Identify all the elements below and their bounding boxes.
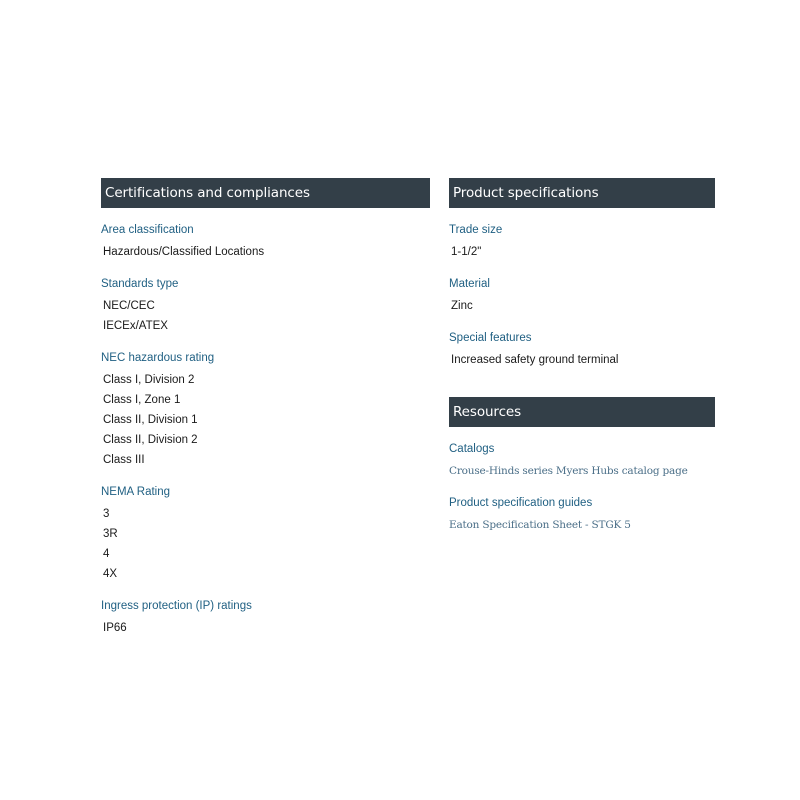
catalog-page-link[interactable]: Crouse-Hinds series Myers Hubs catalog page [449, 465, 688, 477]
nema-rating-group [101, 484, 430, 584]
area-classification-value: Hazardous/Classified Locations [103, 246, 265, 258]
nec-hazardous-rating-value: Class II, Division 2 [103, 434, 198, 446]
special-features-group [449, 330, 715, 370]
resources-header: Resources [449, 397, 715, 427]
spec-guides-group [449, 495, 715, 535]
special-features-value: Increased safety ground terminal [451, 354, 619, 366]
standards-type-value: IECEx/ATEX [103, 320, 168, 332]
ip-ratings-value: IP66 [103, 622, 127, 634]
area-classification-group [101, 222, 430, 262]
ip-ratings-label: Ingress protection (IP) ratings [101, 600, 252, 612]
nec-hazardous-rating-group [101, 350, 430, 470]
nema-rating-value: 4X [103, 568, 118, 580]
material-group [449, 276, 715, 316]
standards-type-value: NEC/CEC [103, 300, 155, 312]
nec-hazardous-rating-value: Class II, Division 1 [103, 414, 198, 426]
catalogs-group [449, 441, 715, 481]
material-label: Material [449, 278, 490, 290]
certifications-header: Certifications and compliances [101, 178, 430, 208]
nema-rating-value: 3 [103, 508, 110, 520]
nec-hazardous-rating-value: Class I, Division 2 [103, 374, 195, 386]
trade-size-label: Trade size [449, 224, 503, 236]
nec-hazardous-rating-label: NEC hazardous rating [101, 352, 215, 364]
certifications-column [101, 178, 430, 638]
ip-ratings-group [101, 598, 430, 638]
nec-hazardous-rating-value: Class I, Zone 1 [103, 394, 181, 406]
spec-guides-label: Product specification guides [449, 497, 593, 509]
catalogs-label: Catalogs [449, 443, 495, 455]
spec-sheet-link[interactable]: Eaton Specification Sheet - STGK 5 [449, 519, 631, 531]
trade-size-group [449, 222, 715, 262]
trade-size-value: 1-1/2" [451, 246, 482, 258]
specifications-column [449, 178, 715, 535]
nema-rating-value: 3R [103, 528, 118, 540]
material-value: Zinc [451, 300, 473, 312]
nec-hazardous-rating-value: Class III [103, 454, 145, 466]
product-specifications-header: Product specifications [449, 178, 715, 208]
nema-rating-value: 4 [103, 548, 110, 560]
special-features-label: Special features [449, 332, 532, 344]
area-classification-label: Area classification [101, 224, 194, 236]
nema-rating-label: NEMA Rating [101, 486, 171, 498]
standards-type-label: Standards type [101, 278, 179, 290]
standards-type-group [101, 276, 430, 336]
